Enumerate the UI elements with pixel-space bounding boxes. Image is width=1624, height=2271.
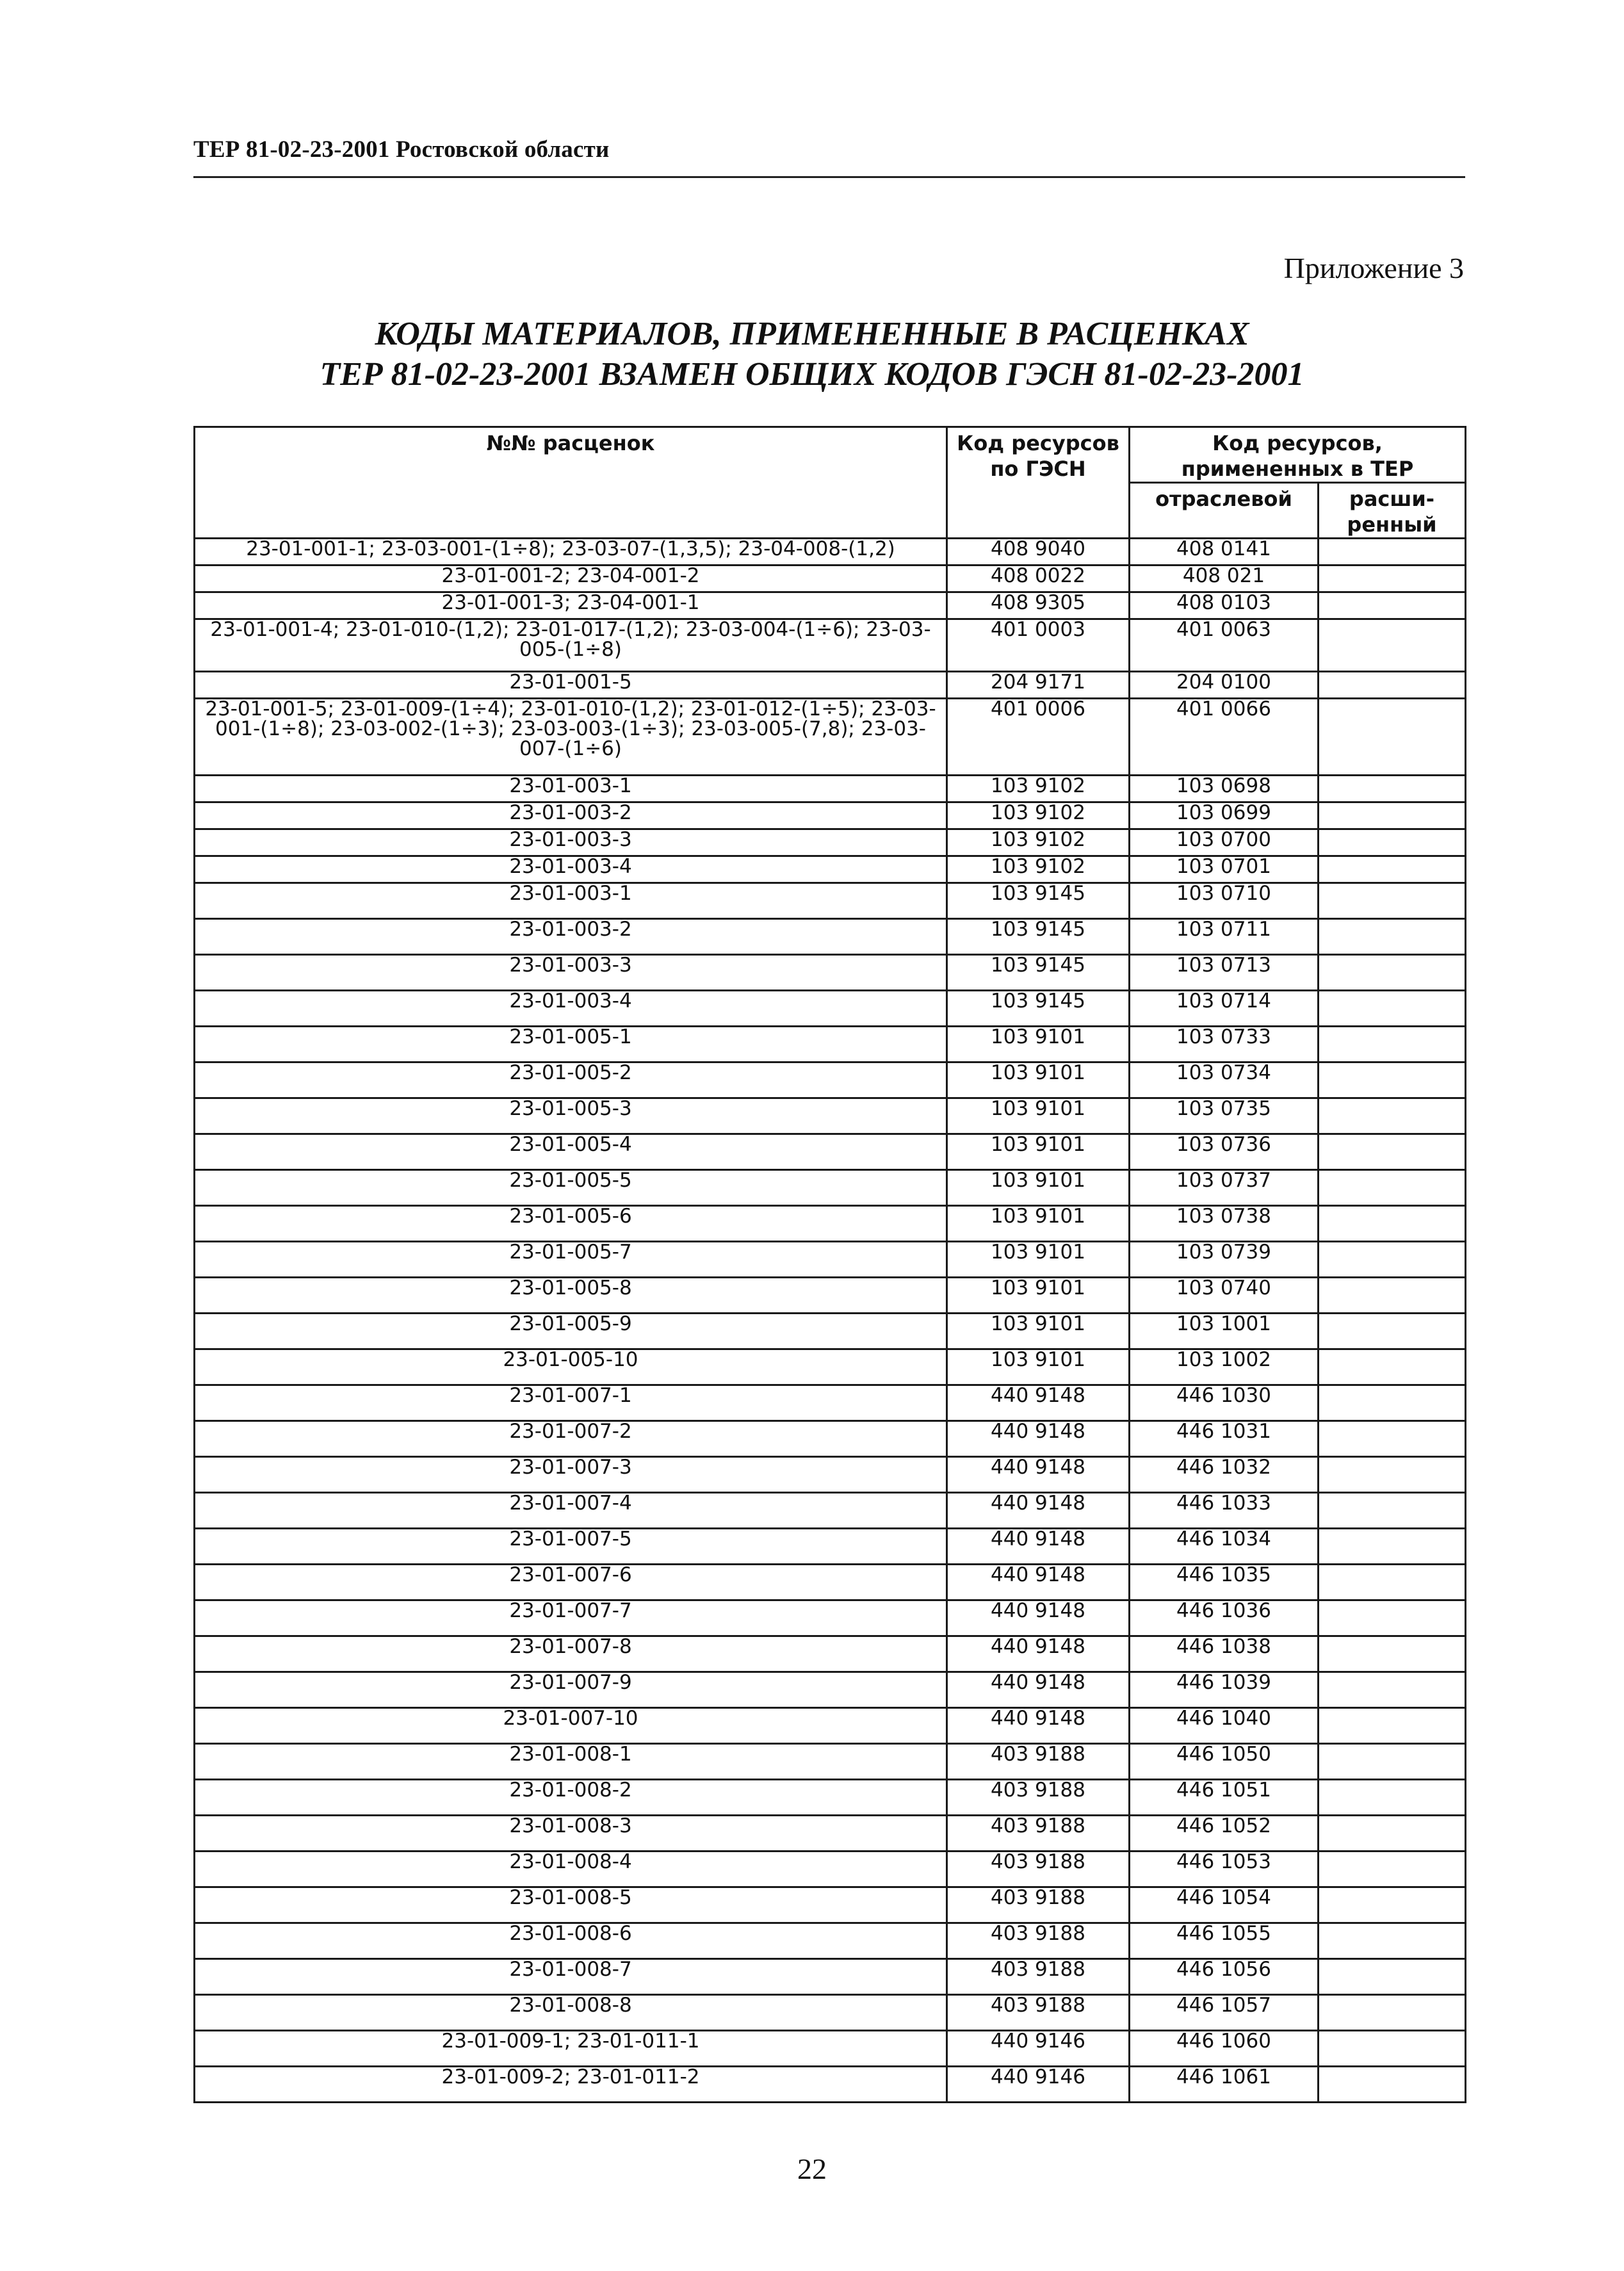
table-row (195, 1959, 1466, 1995)
industry-code-cell: 446 1055 (1130, 1923, 1319, 1959)
rate-numbers-cell: 23-01-007-10 (195, 1708, 947, 1744)
industry-code-cell: 401 0063 (1130, 619, 1319, 672)
gesn-code-cell: 440 9148 (947, 1565, 1130, 1600)
gesn-code-cell: 103 9101 (947, 1098, 1130, 1134)
extended-code-cell (1319, 802, 1466, 829)
rate-numbers-cell: 23-01-008-7 (195, 1959, 947, 1995)
extended-code-cell (1319, 1134, 1466, 1170)
industry-code-cell: 103 0701 (1130, 856, 1319, 883)
rate-numbers-cell: 23-01-001-5 (195, 672, 947, 699)
gesn-code-cell: 103 9102 (947, 829, 1130, 856)
rate-numbers-cell: 23-01-003-4 (195, 856, 947, 883)
header-gesn-code: Код ресурсов по ГЭСН (947, 427, 1130, 539)
table-row (195, 1744, 1466, 1780)
gesn-code-cell: 440 9148 (947, 1529, 1130, 1565)
industry-code-cell: 401 0066 (1130, 699, 1319, 776)
gesn-code-cell: 440 9146 (947, 2031, 1130, 2067)
industry-code-cell: 103 0737 (1130, 1170, 1319, 1206)
industry-code-cell: 408 0103 (1130, 592, 1319, 619)
industry-code-cell: 446 1040 (1130, 1708, 1319, 1744)
extended-code-cell (1319, 1672, 1466, 1708)
table-row (195, 699, 1466, 776)
table-row (195, 539, 1466, 566)
extended-code-cell (1319, 1708, 1466, 1744)
gesn-code-cell: 440 9148 (947, 1493, 1130, 1529)
table-row (195, 1421, 1466, 1457)
rate-numbers-cell: 23-01-008-6 (195, 1923, 947, 1959)
extended-code-cell (1319, 699, 1466, 776)
table-row (195, 1278, 1466, 1314)
table-row (195, 672, 1466, 699)
extended-code-cell (1319, 1314, 1466, 1349)
extended-code-cell (1319, 1816, 1466, 1852)
gesn-code-cell: 401 0006 (947, 699, 1130, 776)
industry-code-cell: 446 1031 (1130, 1421, 1319, 1457)
extended-code-cell (1319, 955, 1466, 991)
table-row (195, 1708, 1466, 1744)
rate-numbers-cell: 23-01-005-5 (195, 1170, 947, 1206)
gesn-code-cell: 440 9148 (947, 1708, 1130, 1744)
table-header (195, 427, 1466, 539)
gesn-code-cell: 440 9148 (947, 1600, 1130, 1636)
rate-numbers-cell: 23-01-003-2 (195, 802, 947, 829)
table-row (195, 2067, 1466, 2103)
table-row (195, 1852, 1466, 1887)
gesn-code-cell: 403 9188 (947, 1852, 1130, 1887)
industry-code-cell: 103 1001 (1130, 1314, 1319, 1349)
rate-numbers-cell: 23-01-007-4 (195, 1493, 947, 1529)
rate-numbers-cell: 23-01-003-1 (195, 776, 947, 802)
industry-code-cell: 408 0141 (1130, 539, 1319, 566)
table-row (195, 919, 1466, 955)
table-header-row (195, 427, 1466, 483)
appendix-label: Приложение 3 (1283, 252, 1464, 284)
extended-code-cell (1319, 1457, 1466, 1493)
industry-code-cell: 446 1038 (1130, 1636, 1319, 1672)
extended-code-cell (1319, 1493, 1466, 1529)
gesn-code-cell: 403 9188 (947, 1887, 1130, 1923)
industry-code-cell: 446 1061 (1130, 2067, 1319, 2103)
extended-code-cell (1319, 919, 1466, 955)
extended-code-cell (1319, 2031, 1466, 2067)
gesn-code-cell: 440 9148 (947, 1457, 1130, 1493)
rate-numbers-cell: 23-01-003-1 (195, 883, 947, 919)
table-row (195, 1636, 1466, 1672)
table-row (195, 1600, 1466, 1636)
table-row (195, 883, 1466, 919)
table-row (195, 592, 1466, 619)
gesn-code-cell: 103 9145 (947, 955, 1130, 991)
rate-numbers-cell: 23-01-005-1 (195, 1027, 947, 1062)
extended-code-cell (1319, 776, 1466, 802)
table-row (195, 1206, 1466, 1242)
extended-code-cell (1319, 1529, 1466, 1565)
table-row (195, 955, 1466, 991)
header-industry: отраслевой (1130, 483, 1319, 539)
table-row (195, 856, 1466, 883)
gesn-code-cell: 103 9101 (947, 1278, 1130, 1314)
industry-code-cell: 103 0713 (1130, 955, 1319, 991)
header-divider (193, 176, 1465, 178)
industry-code-cell: 408 021 (1130, 566, 1319, 592)
rate-numbers-cell: 23-01-008-3 (195, 1816, 947, 1852)
table-row (195, 1995, 1466, 2031)
extended-code-cell (1319, 2067, 1466, 2103)
rate-numbers-cell: 23-01-001-5; 23-01-009-(1÷4); 23-01-010-(1,2); 23-01-012-(1÷5); 23-03-001-(1÷8); 23-03-002-(1÷3); 23-03-003-(1÷3); 23-03-005-(7,8); 23-03-007-(1÷6) (195, 699, 947, 776)
rate-numbers-cell: 23-01-007-2 (195, 1421, 947, 1457)
gesn-code-cell: 103 9145 (947, 883, 1130, 919)
extended-code-cell (1319, 1636, 1466, 1672)
industry-code-cell: 446 1054 (1130, 1887, 1319, 1923)
extended-code-cell (1319, 539, 1466, 566)
extended-code-cell (1319, 1780, 1466, 1816)
industry-code-cell: 103 0698 (1130, 776, 1319, 802)
gesn-code-cell: 440 9148 (947, 1672, 1130, 1708)
header-extended: расши-ренный (1319, 483, 1466, 539)
industry-code-cell: 446 1034 (1130, 1529, 1319, 1565)
gesn-code-cell: 103 9101 (947, 1206, 1130, 1242)
extended-code-cell (1319, 1959, 1466, 1995)
rate-numbers-cell: 23-01-007-7 (195, 1600, 947, 1636)
industry-code-cell: 446 1060 (1130, 2031, 1319, 2067)
extended-code-cell (1319, 672, 1466, 699)
industry-code-cell: 446 1051 (1130, 1780, 1319, 1816)
extended-code-cell (1319, 1923, 1466, 1959)
extended-code-cell (1319, 1600, 1466, 1636)
rate-numbers-cell: 23-01-007-9 (195, 1672, 947, 1708)
extended-code-cell (1319, 566, 1466, 592)
rate-numbers-cell: 23-01-001-2; 23-04-001-2 (195, 566, 947, 592)
rate-numbers-cell: 23-01-005-6 (195, 1206, 947, 1242)
gesn-code-cell: 403 9188 (947, 1923, 1130, 1959)
gesn-code-cell: 103 9101 (947, 1027, 1130, 1062)
extended-code-cell (1319, 991, 1466, 1027)
rate-numbers-cell: 23-01-003-2 (195, 919, 947, 955)
rate-numbers-cell: 23-01-008-2 (195, 1780, 947, 1816)
table-row (195, 1385, 1466, 1421)
gesn-code-cell: 408 9305 (947, 592, 1130, 619)
gesn-code-cell: 440 9146 (947, 2067, 1130, 2103)
table-row (195, 1098, 1466, 1134)
rate-numbers-cell: 23-01-003-3 (195, 955, 947, 991)
table-row (195, 802, 1466, 829)
gesn-code-cell: 103 9101 (947, 1134, 1130, 1170)
rate-numbers-cell: 23-01-005-9 (195, 1314, 947, 1349)
rate-numbers-cell: 23-01-008-1 (195, 1744, 947, 1780)
gesn-code-cell: 103 9101 (947, 1170, 1130, 1206)
industry-code-cell: 103 0738 (1130, 1206, 1319, 1242)
industry-code-cell: 103 0700 (1130, 829, 1319, 856)
extended-code-cell (1319, 883, 1466, 919)
table-body (195, 539, 1466, 2103)
rate-numbers-cell: 23-01-005-7 (195, 1242, 947, 1278)
rate-numbers-cell: 23-01-007-3 (195, 1457, 947, 1493)
gesn-code-cell: 440 9148 (947, 1636, 1130, 1672)
extended-code-cell (1319, 1744, 1466, 1780)
industry-code-cell: 103 0740 (1130, 1278, 1319, 1314)
gesn-code-cell: 103 9101 (947, 1242, 1130, 1278)
extended-code-cell (1319, 829, 1466, 856)
industry-code-cell: 446 1050 (1130, 1744, 1319, 1780)
rate-numbers-cell: 23-01-005-8 (195, 1278, 947, 1314)
industry-code-cell: 103 0710 (1130, 883, 1319, 919)
table-row (195, 1887, 1466, 1923)
table-row (195, 1314, 1466, 1349)
header-ter-codes: Код ресурсов, примененных в ТЕР (1130, 427, 1466, 483)
industry-code-cell: 103 0735 (1130, 1098, 1319, 1134)
rate-numbers-cell: 23-01-001-3; 23-04-001-1 (195, 592, 947, 619)
table-row (195, 1672, 1466, 1708)
extended-code-cell (1319, 619, 1466, 672)
extended-code-cell (1319, 1852, 1466, 1887)
gesn-code-cell: 103 9145 (947, 919, 1130, 955)
rate-numbers-cell: 23-01-007-6 (195, 1565, 947, 1600)
codes-table (193, 426, 1466, 2103)
rate-numbers-cell: 23-01-008-4 (195, 1852, 947, 1887)
extended-code-cell (1319, 1385, 1466, 1421)
gesn-code-cell: 401 0003 (947, 619, 1130, 672)
table-row (195, 829, 1466, 856)
industry-code-cell: 103 0739 (1130, 1242, 1319, 1278)
extended-code-cell (1319, 1421, 1466, 1457)
extended-code-cell (1319, 1565, 1466, 1600)
industry-code-cell: 103 0714 (1130, 991, 1319, 1027)
table-row (195, 1027, 1466, 1062)
industry-code-cell: 446 1056 (1130, 1959, 1319, 1995)
industry-code-cell: 103 0699 (1130, 802, 1319, 829)
document-title-line-2: ТЕР 81-02-23-2001 ВЗАМЕН ОБЩИХ КОДОВ ГЭСН 81-02-23-2001 (320, 356, 1304, 393)
table-row (195, 991, 1466, 1027)
header-rates: №№ расценок (195, 427, 947, 539)
extended-code-cell (1319, 1062, 1466, 1098)
rate-numbers-cell: 23-01-005-10 (195, 1349, 947, 1385)
gesn-code-cell: 403 9188 (947, 1959, 1130, 1995)
industry-code-cell: 446 1033 (1130, 1493, 1319, 1529)
gesn-code-cell: 103 9145 (947, 991, 1130, 1027)
rate-numbers-cell: 23-01-003-4 (195, 991, 947, 1027)
gesn-code-cell: 403 9188 (947, 1744, 1130, 1780)
extended-code-cell (1319, 1170, 1466, 1206)
table-row (195, 1565, 1466, 1600)
table-row (195, 2031, 1466, 2067)
rate-numbers-cell: 23-01-005-2 (195, 1062, 947, 1098)
gesn-code-cell: 103 9102 (947, 776, 1130, 802)
gesn-code-cell: 440 9148 (947, 1385, 1130, 1421)
rate-numbers-cell: 23-01-007-5 (195, 1529, 947, 1565)
industry-code-cell: 446 1032 (1130, 1457, 1319, 1493)
industry-code-cell: 446 1052 (1130, 1816, 1319, 1852)
table-row (195, 1816, 1466, 1852)
extended-code-cell (1319, 1206, 1466, 1242)
gesn-code-cell: 408 0022 (947, 566, 1130, 592)
rate-numbers-cell: 23-01-005-3 (195, 1098, 947, 1134)
extended-code-cell (1319, 856, 1466, 883)
industry-code-cell: 103 1002 (1130, 1349, 1319, 1385)
extended-code-cell (1319, 1027, 1466, 1062)
table-row (195, 1780, 1466, 1816)
table-row (195, 1493, 1466, 1529)
extended-code-cell (1319, 1887, 1466, 1923)
industry-code-cell: 446 1053 (1130, 1852, 1319, 1887)
extended-code-cell (1319, 1098, 1466, 1134)
table-row (195, 1923, 1466, 1959)
document-title-line-1: КОДЫ МАТЕРИАЛОВ, ПРИМЕНЕННЫЕ В РАСЦЕНКАХ (375, 316, 1249, 352)
rate-numbers-cell: 23-01-001-4; 23-01-010-(1,2); 23-01-017-(1,2); 23-03-004-(1÷6); 23-03-005-(1÷8) (195, 619, 947, 672)
extended-code-cell (1319, 592, 1466, 619)
industry-code-cell: 446 1057 (1130, 1995, 1319, 2031)
rate-numbers-cell: 23-01-001-1; 23-03-001-(1÷8); 23-03-07-(1,3,5); 23-04-008-(1,2) (195, 539, 947, 566)
extended-code-cell (1319, 1242, 1466, 1278)
table-row (195, 1457, 1466, 1493)
rate-numbers-cell: 23-01-008-5 (195, 1887, 947, 1923)
rate-numbers-cell: 23-01-005-4 (195, 1134, 947, 1170)
gesn-code-cell: 403 9188 (947, 1816, 1130, 1852)
extended-code-cell (1319, 1995, 1466, 2031)
industry-code-cell: 446 1036 (1130, 1600, 1319, 1636)
rate-numbers-cell: 23-01-007-8 (195, 1636, 947, 1672)
rate-numbers-cell: 23-01-003-3 (195, 829, 947, 856)
table-row (195, 1529, 1466, 1565)
industry-code-cell: 446 1039 (1130, 1672, 1319, 1708)
page-number: 22 (797, 2153, 827, 2185)
gesn-code-cell: 103 9101 (947, 1062, 1130, 1098)
rate-numbers-cell: 23-01-008-8 (195, 1995, 947, 2031)
table-row (195, 1134, 1466, 1170)
gesn-code-cell: 204 9171 (947, 672, 1130, 699)
rate-numbers-cell: 23-01-009-1; 23-01-011-1 (195, 2031, 947, 2067)
table-row (195, 566, 1466, 592)
table-row (195, 1170, 1466, 1206)
table-row (195, 619, 1466, 672)
table-row (195, 1349, 1466, 1385)
gesn-code-cell: 440 9148 (947, 1421, 1130, 1457)
extended-code-cell (1319, 1349, 1466, 1385)
industry-code-cell: 103 0711 (1130, 919, 1319, 955)
table-row (195, 1062, 1466, 1098)
gesn-code-cell: 408 9040 (947, 539, 1130, 566)
gesn-code-cell: 103 9102 (947, 856, 1130, 883)
table-row (195, 776, 1466, 802)
extended-code-cell (1319, 1278, 1466, 1314)
industry-code-cell: 204 0100 (1130, 672, 1319, 699)
industry-code-cell: 446 1035 (1130, 1565, 1319, 1600)
gesn-code-cell: 103 9101 (947, 1349, 1130, 1385)
gesn-code-cell: 103 9101 (947, 1314, 1130, 1349)
running-header: ТЕР 81-02-23-2001 Ростовской области (193, 136, 610, 163)
industry-code-cell: 103 0736 (1130, 1134, 1319, 1170)
gesn-code-cell: 403 9188 (947, 1995, 1130, 2031)
industry-code-cell: 103 0734 (1130, 1062, 1319, 1098)
rate-numbers-cell: 23-01-009-2; 23-01-011-2 (195, 2067, 947, 2103)
gesn-code-cell: 103 9102 (947, 802, 1130, 829)
industry-code-cell: 446 1030 (1130, 1385, 1319, 1421)
table-row (195, 1242, 1466, 1278)
gesn-code-cell: 403 9188 (947, 1780, 1130, 1816)
rate-numbers-cell: 23-01-007-1 (195, 1385, 947, 1421)
industry-code-cell: 103 0733 (1130, 1027, 1319, 1062)
